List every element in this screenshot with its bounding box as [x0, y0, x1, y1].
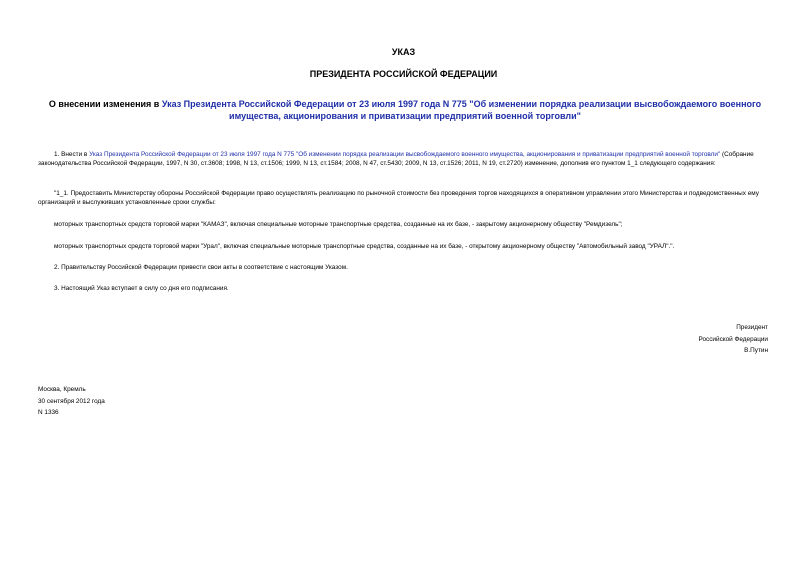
paragraph-5: 2. Правительству Российской Федерации привести свои акты в соответствие с настоящим Указом.: [54, 264, 348, 271]
decree-date: 30 сентября 2012 года: [38, 397, 105, 405]
subject-prefix: О внесении изменения в: [48, 99, 162, 109]
signature-country: Российской Федерации: [698, 335, 768, 343]
signature-block: [699, 322, 769, 357]
paragraph-1-suffix: (Собрание законодательства Российской Федерации, 1997, N 30, ст.3608; 1998, N 13, ст.1506; 1999, N 13, ст.1584; 2008, N 47, ст.5430; 2009, N 13, ст.1526; 2011, N 19, ст.2720) изменение, дополнив его пунктом 1_1 следующего содержания:: [38, 151, 754, 168]
paragraph-2: "1_1. Предоставить Министерству обороны Российской Федерации право осуществлять реализацию по рыночной стоимости без проведения торгов находящихся в оперативном управлении этого Министерства и подведомственных ему организаций и выслуживших установленные сроки службы:: [38, 190, 759, 207]
signature-title: Президент: [736, 324, 768, 331]
place-date-block: [38, 384, 105, 419]
paragraph-1-prefix: 1. Внести в: [54, 151, 90, 158]
place-city: Москва, Кремль: [38, 386, 86, 393]
paragraph-3: моторных транспортных средств торговой марки "КАМАЗ", включая специальные моторные транспортные средства, созданные на их базе, - закрытому акционерному обществу "Ремдизель";: [54, 221, 623, 228]
subject-link[interactable]: Указ Президента Российской Федерации от 23 июля 1997 года N 775 "Об изменении порядка реализации высвобождаемого военного имущества, акционирования и приватизации предприятий военной торговли": [161, 99, 762, 121]
paragraph-1-link[interactable]: Указ Президента Российской Федерации от 23 июля 1997 года N 775 "Об изменении порядка реализации высвобождаемого военного имущества, акционирования и приватизации предприятий военной торговли": [89, 151, 721, 158]
decree-number: N 1336: [38, 409, 59, 416]
decree-title: УКАЗ: [391, 47, 416, 57]
decree-subject: [40, 98, 770, 122]
decree-issuer: ПРЕЗИДЕНТА РОССИЙСКОЙ ФЕДЕРАЦИИ: [309, 69, 498, 79]
signature-name: В.Путин: [744, 347, 768, 354]
paragraph-1: [38, 150, 773, 169]
paragraph-4: моторных транспортных средств торговой марки "Урал", включая специальные моторные транспортные средства, созданные на их базе, - открытому акционерному обществу "Автомобильный завод "УРАЛ".".: [54, 243, 675, 250]
paragraph-6: 3. Настоящий Указ вступает в силу со дня его подписания.: [54, 285, 229, 292]
